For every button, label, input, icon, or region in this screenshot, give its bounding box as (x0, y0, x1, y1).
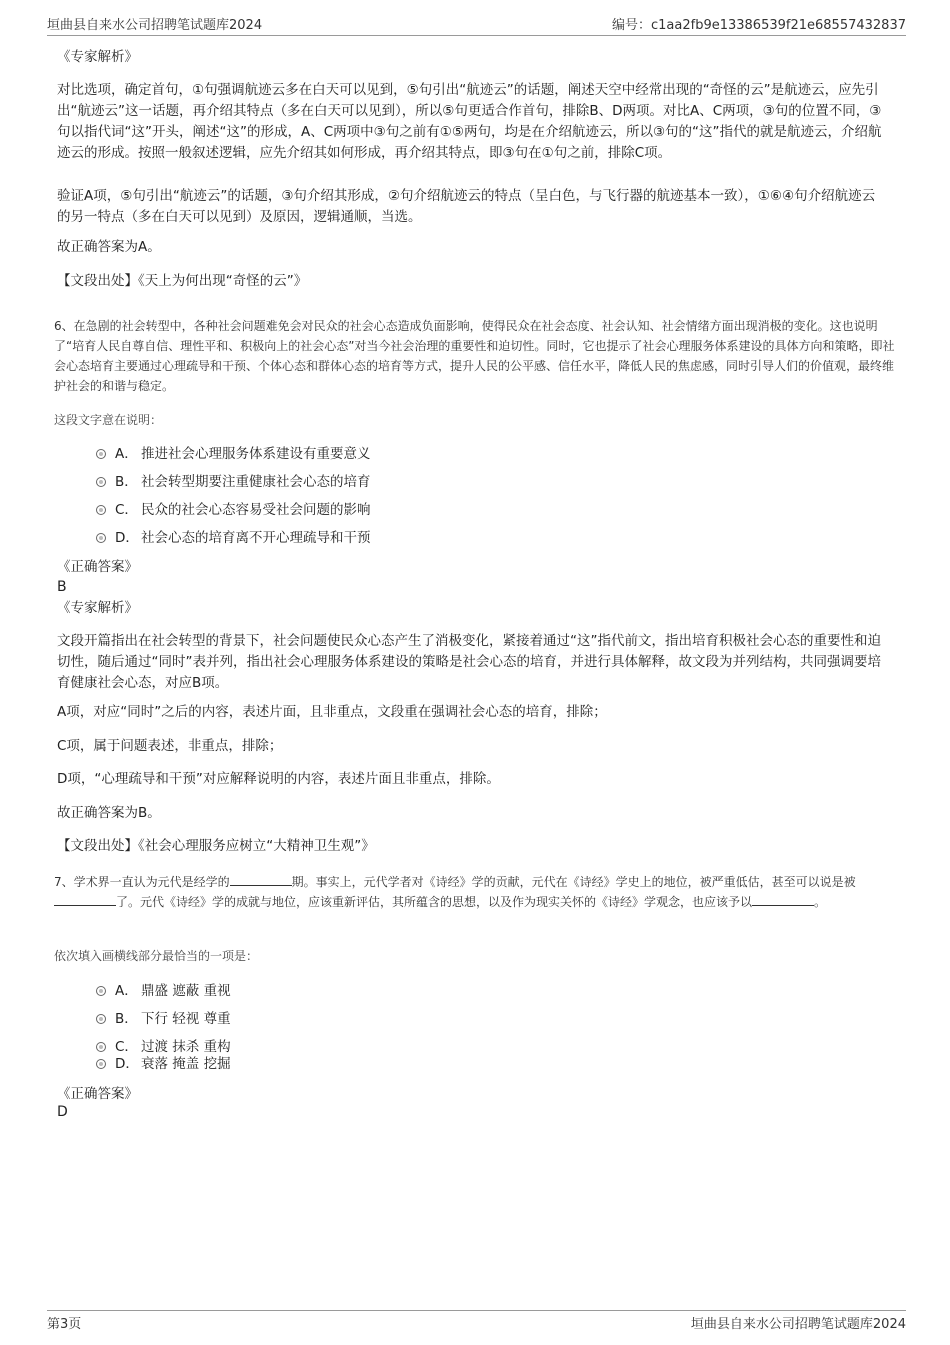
q5-analysis-paragraph-2: 验证A项，⑤句引出“航迹云”的话题，③句介绍其形成，②句介绍航迹云的特点（呈白色，与飞行器的航迹基本一致），①⑥④句介绍航迹云的另一特点（多在白天可以见到）及原因，逻辑通顺，当选。 (57, 188, 876, 225)
q5-conclusion: 故正确答案为A。 (57, 239, 161, 255)
q7-stem: 7、学术界一直认为元代是经学的 期。事实上，元代学者对《诗经》学的贡献，元代在《诗经》学史上的地位，被严重低估，甚至可以说是被了。元代《诗经》学的成就与地位，应该重新评估，其所蕴含的思想，以及作为现实关怀的《诗经》学观念，也应该予以 。 (54, 875, 856, 909)
q7-option-d[interactable]: D． 衰落 掩盖 挖掘 (96, 1054, 231, 1074)
q6-option-a[interactable]: A． 推进社会心理服务体系建设有重要意义 (96, 444, 371, 464)
footer-divider (47, 1310, 906, 1311)
q7-answer: D (57, 1104, 68, 1120)
q6-answer: B (57, 579, 67, 595)
header-divider (47, 35, 906, 36)
q7-blank-3[interactable] (752, 894, 814, 906)
q6-option-c-radio[interactable] (96, 505, 106, 515)
q6-source: 【文段出处】《社会心理服务应树立“大精神卫生观”》 (57, 838, 375, 854)
q7-blank-2[interactable] (54, 894, 116, 906)
q6-stem: 6、在急剧的社会转型中，各种社会问题难免会对民众的社会心态造成负面影响，使得民众在社会态度、社会认知、社会情绪方面出现消极的变化。这也说明了“培育人民自尊自信、理性平和、积极向上的社会心态”对当今社会治理的重要性和迫切性。同时，它也提示了社会心理服务体系建设的具体方向和策略，即社会心态培育主要通过心理疏导和干预、个体心态和群体心态的培育等方式，提升人民的公平感、信任水平，降低人民的焦虑感，同时引导人们的价值观，最终维护社会的和谐与稳定。 (54, 319, 895, 393)
q7-option-b[interactable]: B． 下行 轻视 尊重 (96, 1009, 231, 1029)
q6-analysis-label: 《专家解析》 (57, 600, 138, 616)
q7-option-d-radio[interactable] (96, 1059, 106, 1069)
q6-analysis-paragraph-2: A项，对应“同时”之后的内容，表述片面，且非重点，文段重在强调社会心态的培育，排除； (57, 704, 607, 720)
q6-answer-label: 《正确答案》 (57, 559, 138, 575)
q6-analysis-paragraph-1: 文段开篇指出在社会转型的背景下，社会问题使民众心态产生了消极变化，紧接着通过“这”指代前文，指出培育积极社会心态的重要性和迫切性，随后通过“同时”表并列，指出社会心理服务体系建设的策略是社会心态的培育，并进行具体解释，故文段为并列结构，共同强调要培育健康社会心态，对应B项。 (57, 633, 881, 691)
footer-title: 垣曲县自来水公司招聘笔试题库2024 (690, 1317, 906, 1332)
q6-analysis-paragraph-3: C项，属于问题表述，非重点，排除； (57, 738, 283, 754)
q7-option-b-radio[interactable] (96, 1014, 106, 1024)
q6-conclusion: 故正确答案为B。 (57, 805, 161, 821)
q6-prompt: 这段文字意在说明： (54, 413, 163, 427)
q5-analysis-paragraph-1: 对比选项，确定首句，①句强调航迹云多在白天可以见到，⑤句引出“航迹云”的话题，阐述天空中经常出现的“奇怪的云”是航迹云，应先引出“航迹云”这一话题，再介绍其特点（多在白天可以见到），所以⑤句更适合作首句，排除B、D两项。对比A、C两项，③句的位置不同，③句以指代词“这”开头，阐述“这”的形成，A、C两项中③句之前有①⑤两句，均是在介绍航迹云，所以③句的“这”指代的就是航迹云，介绍航迹云的形成。按照一般叙述逻辑，应先介绍其如何形成，再介绍其特点，即③句在①句之前，排除C项。 (57, 82, 882, 161)
q6-option-a-radio[interactable] (96, 449, 106, 459)
q6-option-c[interactable]: C． 民众的社会心态容易受社会问题的影响 (96, 500, 371, 520)
q6-option-b-radio[interactable] (96, 477, 106, 487)
q7-option-a[interactable]: A． 鼎盛 遮蔽 重视 (96, 981, 231, 1001)
q7-option-c[interactable]: C． 过渡 抹杀 重构 (96, 1037, 231, 1057)
q7-blank-1[interactable] (230, 874, 292, 886)
q5-source: 【文段出处】《天上为何出现“奇怪的云”》 (57, 273, 308, 289)
q5-analysis-label: 《专家解析》 (57, 49, 138, 65)
q7-option-c-radio[interactable] (96, 1042, 106, 1052)
q6-option-d[interactable]: D． 社会心态的培育离不开心理疏导和干预 (96, 528, 371, 548)
header-serial-number: 编号：c1aa2fb9e13386539f21e68557432837 (612, 18, 906, 33)
q6-analysis-paragraph-4: D项，“心理疏导和干预”对应解释说明的内容，表述片面且非重点，排除。 (57, 771, 500, 787)
page-number: 第3页 (47, 1317, 82, 1332)
q7-answer-label: 《正确答案》 (57, 1086, 138, 1102)
q7-prompt: 依次填入画横线部分最恰当的一项是： (54, 949, 259, 963)
q7-option-a-radio[interactable] (96, 986, 106, 996)
header-title: 垣曲县自来水公司招聘笔试题库2024 (47, 18, 263, 33)
q6-option-b[interactable]: B． 社会转型期要注重健康社会心态的培育 (96, 472, 371, 492)
q6-option-d-radio[interactable] (96, 533, 106, 543)
